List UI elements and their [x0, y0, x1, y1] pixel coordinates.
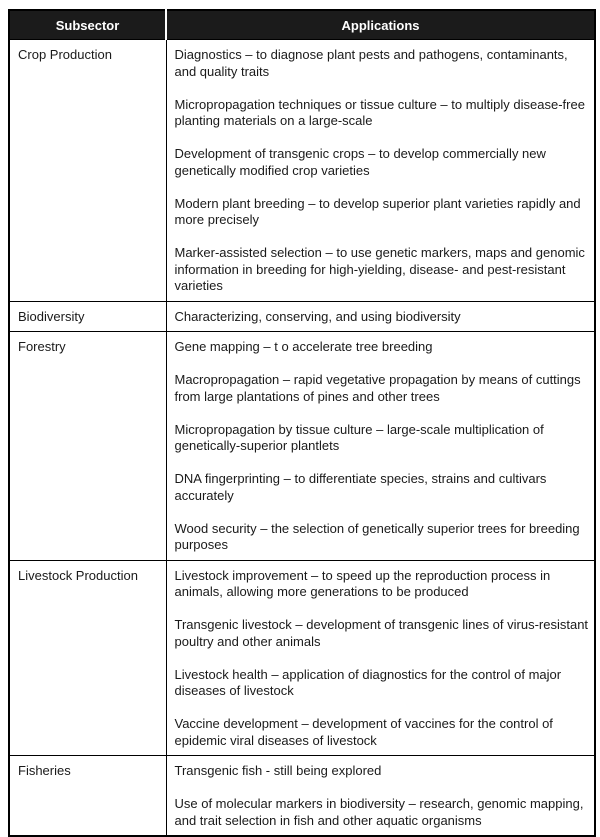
- subsector-cell: Livestock Production: [9, 560, 166, 756]
- applications-cell: [166, 301, 595, 332]
- applications-cell: [166, 560, 595, 756]
- subsector-cell: Forestry: [9, 332, 166, 561]
- subsector-cell: Fisheries: [9, 756, 166, 837]
- application-item: Livestock improvement – to speed up the reproduction process in animals, allowing more generations to be produced: [174, 567, 551, 599]
- application-item: Diagnostics – to diagnose plant pests and pathogens, contaminants, and quality traits: [174, 47, 568, 79]
- application-item: Livestock health – application of diagnostics for the control of major diseases of livestock: [174, 666, 562, 698]
- application-item: Macropropagation – rapid vegetative propagation by means of cuttings from large plantations of pines and other trees: [174, 372, 581, 404]
- application-item: DNA fingerprinting – to differentiate species, strains and cultivars accurately: [174, 471, 547, 503]
- table-row-livestock-production: [9, 560, 595, 756]
- table-row-crop-production: [9, 40, 595, 302]
- application-item: Marker-assisted selection – to use genetic markers, maps and genomic information in breeding for high-yielding, disease- and pest-resistant varieties: [174, 245, 585, 293]
- application-item: Development of transgenic crops – to develop commercially new genetically modified crop varieties: [174, 146, 546, 178]
- subsector-cell: Biodiversity: [9, 301, 166, 332]
- table-row-forestry: [9, 332, 595, 561]
- biotechnology-applications-table: [8, 9, 596, 837]
- header-row: [9, 10, 595, 40]
- applications-cell: [166, 332, 595, 561]
- application-item: Vaccine development – development of vaccines for the control of epidemic viral diseases of livestock: [174, 716, 553, 748]
- subsector-cell: Crop Production: [9, 40, 166, 302]
- applications-cell: [166, 756, 595, 837]
- applications-cell: [166, 40, 595, 302]
- application-item: Micropropagation by tissue culture – large-scale multiplication of genetically-superior plantlets: [174, 421, 544, 453]
- application-item: Modern plant breeding – to develop superior plant varieties rapidly and more precisely: [174, 195, 581, 227]
- application-item: Characterizing, conserving, and using biodiversity: [174, 308, 461, 324]
- application-item: Use of molecular markers in biodiversity – research, genomic mapping, and trait selection in fish and other aquatic organisms: [174, 796, 584, 828]
- application-item: Gene mapping – t o accelerate tree breeding: [174, 339, 433, 354]
- application-item: Transgenic livestock – development of transgenic lines of virus-resistant poultry and other animals: [174, 617, 589, 649]
- table-row-fisheries: [9, 756, 595, 837]
- application-item: Micropropagation techniques or tissue culture – to multiply disease-free planting materials on a large-scale: [174, 96, 585, 128]
- column-header-subsector: Subsector: [9, 10, 166, 40]
- application-item: Transgenic fish - still being explored: [174, 763, 382, 778]
- table-row-biodiversity: [9, 301, 595, 332]
- application-item: Wood security – the selection of genetically superior trees for breeding purposes: [174, 520, 580, 552]
- column-header-applications: Applications: [166, 10, 595, 40]
